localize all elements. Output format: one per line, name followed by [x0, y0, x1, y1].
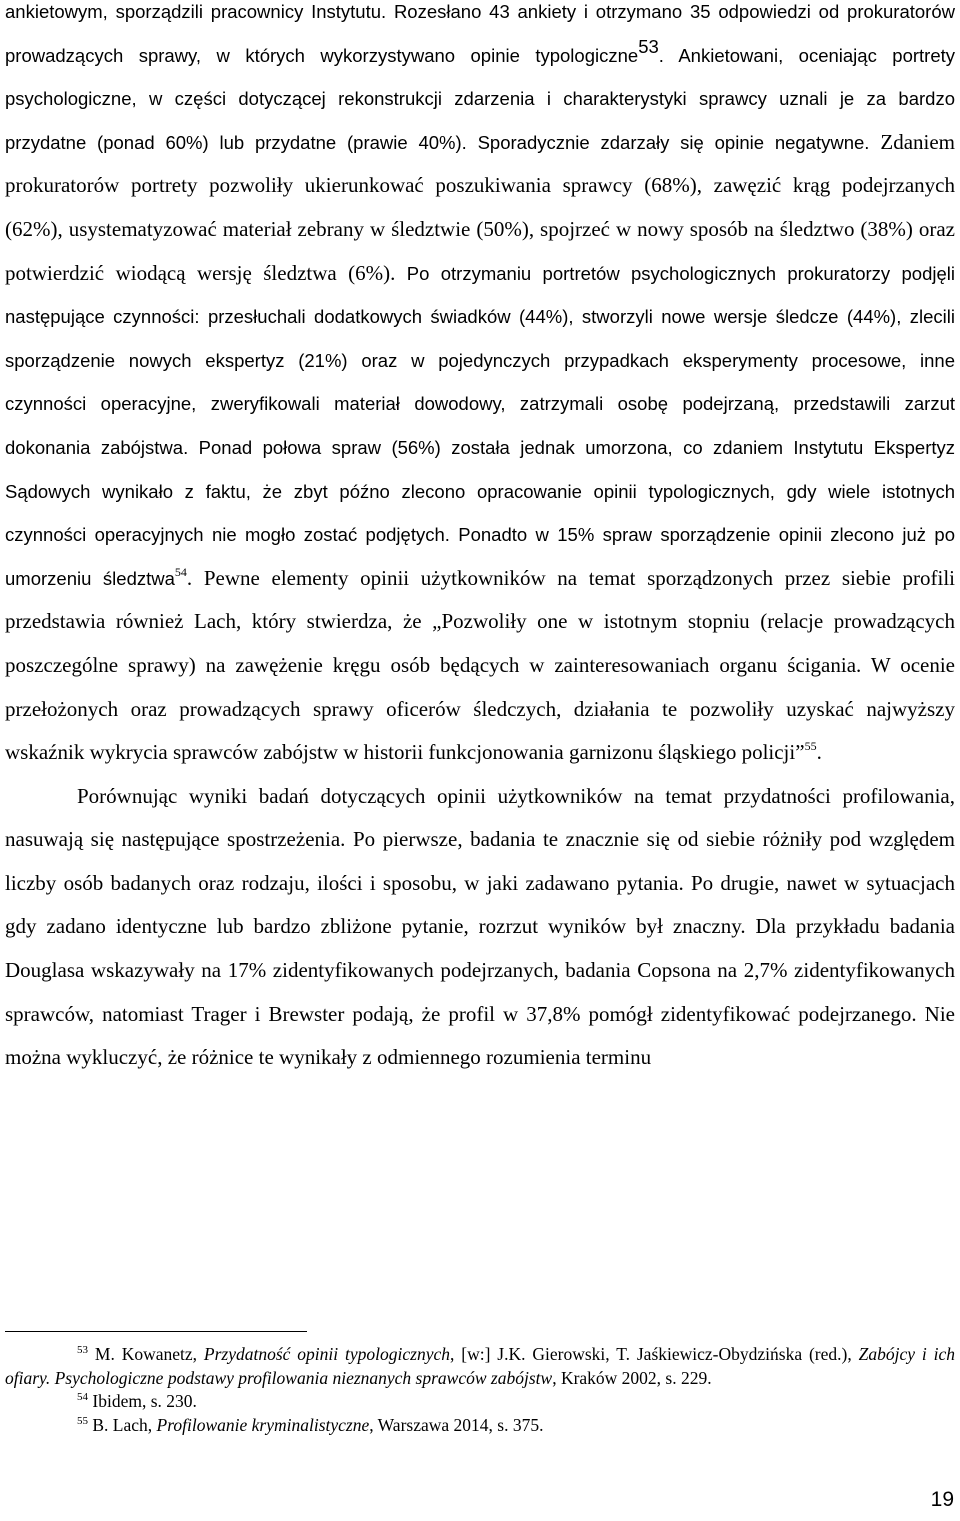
footnotes	[5, 1343, 955, 1437]
footnote-ref-54[interactable]: 54	[174, 564, 187, 579]
text-segment: ankietowym, sporządzili pracownicy Instytutu. Rozesłano 43 ankiety i otrzymano 35 odpowiedzi od prokuratorów prowadzących sprawy, w których wykorzystywano opinie typologiczne	[5, 1, 955, 66]
footnote-text: , Warszawa 2014, s. 375.	[369, 1414, 544, 1435]
text-segment: . Ankietowani, oceniając portrety psychologiczne, w części dotyczącej rekonstrukcji zdarzenia i charakterystyki sprawcy uznali je za bardzo przydatne (ponad 60%) lub przydatne (prawie 40%). Sporadycznie zdarzały się opinie negatywne.	[5, 44, 955, 153]
footnote-54	[5, 1390, 955, 1414]
text-segment: Zdaniem prokuratorów portrety pozwoliły ukierunkować poszukiwania sprawcy (68%), zawęzić krąg podejrzanych (62%), usystematyzować materiał zebrany w śledztwie (50%), spojrzeć w nowy sposób na śledztwo (38%) oraz potwierdzić wiodącą wersję śledztwa (6%).	[5, 129, 956, 285]
footnote-text: , Kraków 2002, s. 229.	[552, 1367, 712, 1388]
footnote-number: 55	[77, 1414, 88, 1427]
footnote-title: Przydatność opinii typologicznych	[203, 1344, 450, 1364]
page-number: 19	[930, 1488, 954, 1511]
text-segment: Po otrzymaniu portretów psychologicznych prokuratorzy podjęli następujące czynności: przesłuchali dodatkowych świadków (44%), stworzyli nowe wersje śledcze (44%), zlecili sporządzenie nowych ekspertyz (21%) oraz w pojedynczych przypadkach eksperymenty procesowe, inne czynności operacyjne, zweryfikowali materiał dowodowy, zatrzymali osobę podejrzaną, przedstawili zarzut dokonania zabójstwa. Ponad połowa spraw (56%) została jednak umorzona, co zdaniem Instytutu Ekspertyz Sądowych wynikało z faktu, że zbyt późno zlecono opracowanie opinii typologicznych, gdy wiele istotnych czynności operacyjnych nie mogło zostać podjętych. Ponadto w 15% spraw sporządzenie opinii zlecono już po umorzeniu śledztwa	[5, 262, 956, 589]
footnote-ref-55[interactable]: 55	[804, 739, 817, 754]
footnote-separator	[5, 1331, 307, 1332]
footnote-55	[5, 1414, 955, 1438]
footnote-53	[5, 1343, 955, 1390]
footnote-number: 54	[77, 1391, 88, 1403]
footnote-number: 53	[77, 1344, 88, 1356]
footnote-text: B. Lach,	[88, 1414, 157, 1435]
text-segment: .	[816, 740, 822, 765]
footnote-text: Ibidem, s. 230.	[88, 1391, 197, 1411]
footnote-title: Profilowanie kryminalistyczne	[156, 1414, 370, 1435]
paragraph-1	[5, 0, 955, 775]
paragraph-2: Porównując wyniki badań dotyczących opinii użytkowników na temat przydatności profilowania, nasuwają się następujące spostrzeżenia. Po pierwsze, badania te znacznie się od siebie różniły pod względem liczby osób badanych oraz rodzaju, ilości i sposobu, w jaki zadawano pytania. Po drugie, nawet w sytuacjach gdy zadano identyczne lub bardzo zbliżone pytanie, rozrzut wyników był znaczny. Dla przykładu badania Douglasa wskazywały na 17% zidentyfikowanych podejrzanych, badania Copsona na 2,7% zidentyfikowanych sprawców, natomiast Trager i Brewster podają, że profil w 37,8% pomógł zidentyfikować podejrzanego. Nie można wykluczyć, że różnice te wynikały z odmiennego rozumienia terminu	[5, 783, 955, 1070]
footnote-ref-53[interactable]: 53	[638, 35, 659, 57]
main-text	[5, 0, 955, 1080]
text-segment: . Pewne elementy opinii użytkowników na temat sporządzonych przez siebie profili przedstawia również Lach, który stwierdza, że „Pozwoliły one w istotnym stopniu (relacje prowadzących poszczególne sprawy) na zawężenie kręgu osób będących w zainteresowaniach organu ścigania. W ocenie przełożonych oraz prowadzących sprawy oficerów śledczych, działania te pozwoliły uzyskać najwyższy wskaźnik wykrycia sprawców zabójstw w historii funkcjonowania garnizonu śląskiego policji”	[5, 565, 955, 765]
footnote-text: M. Kowanetz,	[88, 1344, 204, 1364]
footnote-title: Zabójcy i ich ofiary. Psychologiczne podstawy profilowania nieznanych sprawców zabójstw	[5, 1344, 955, 1388]
footnote-text: , [w:] J.K. Gierowski, T. Jaśkiewicz-Obydzińska (red.),	[450, 1344, 859, 1364]
